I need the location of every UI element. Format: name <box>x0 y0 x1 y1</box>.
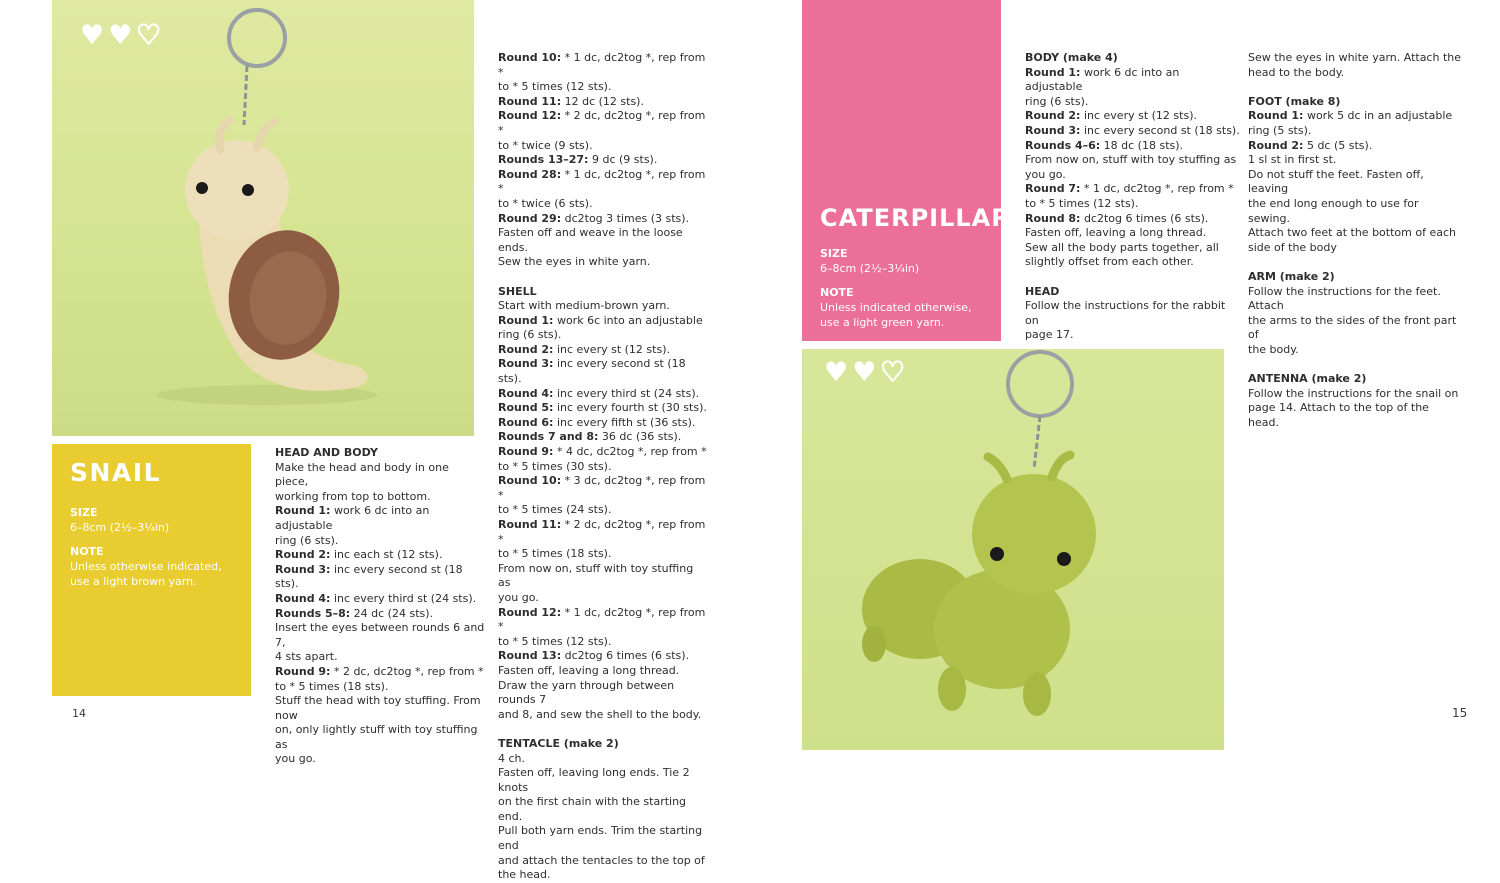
round-instruction <box>1025 139 1240 154</box>
round-label: Round 3: <box>275 562 331 576</box>
instruction-line: ring (5 sts). <box>1248 123 1312 137</box>
round-text: 5 dc (5 sts). <box>1303 138 1373 152</box>
instruction-line: on, only lightly stuff with toy stuffing as <box>275 723 478 751</box>
instruction-line: to * 5 times (18 sts). <box>275 679 389 693</box>
round-label: Round 1: <box>1248 109 1304 123</box>
instruction-line: you go. <box>1025 167 1066 181</box>
snail-size-label: SIZE <box>70 506 98 519</box>
spacer <box>1248 80 1463 95</box>
page-number-left: 14 <box>72 707 86 720</box>
instruction-line: head to the body. <box>1248 65 1345 79</box>
instruction-line: 4 sts apart. <box>275 650 338 664</box>
round-label: Round 3: <box>1025 123 1081 137</box>
instruction-line: to * 5 times (24 sts). <box>498 503 612 517</box>
round-label: Rounds 7 and 8: <box>498 430 599 444</box>
instruction-line: Insert the eyes between rounds 6 and 7, <box>275 621 485 649</box>
round-instruction <box>275 504 485 533</box>
round-instruction <box>275 607 485 622</box>
round-label: Round 9: <box>498 445 554 459</box>
round-instruction <box>498 518 708 547</box>
instruction-line: Make the head and body in one piece, <box>275 460 449 489</box>
round-label: Round 4: <box>275 591 331 605</box>
instruction-line: Attach two feet at the bottom of each <box>1248 226 1456 240</box>
round-text: * 1 dc, dc2tog *, rep from * <box>498 605 706 634</box>
round-instruction <box>1025 109 1240 124</box>
caterpillar-size-value: 6–8cm (2½–3¼in) <box>820 262 920 275</box>
round-text: * 2 dc, dc2tog *, rep from * <box>330 664 484 678</box>
instruction-line: Sew all the body parts together, all <box>1025 240 1219 254</box>
instruction-line: working from top to bottom. <box>275 489 431 503</box>
round-label: Round 1: <box>498 313 554 327</box>
round-label: Round 10: <box>498 51 562 64</box>
instruction-line: to * 5 times (12 sts). <box>1025 196 1139 210</box>
round-instruction <box>498 401 708 416</box>
snail-size-value: 6–8cm (2½–3¼in) <box>70 521 170 534</box>
round-text: inc every second st (18 sts). <box>275 562 463 591</box>
heart-filled-icon: ♥ <box>824 357 849 388</box>
instruction-line: Fasten off, leaving long ends. Tie 2 knots <box>498 766 690 794</box>
section-heading: TENTACLE (make 2) <box>498 736 619 750</box>
caterpillar-photo <box>802 349 1224 750</box>
instruction-line: to * twice (6 sts). <box>498 196 593 210</box>
round-text: * 1 dc, dc2tog *, rep from * <box>1080 182 1234 196</box>
round-instruction <box>498 153 708 168</box>
heart-filled-icon: ♥ <box>80 20 105 51</box>
caterpillar-title: CATERPILLAR <box>820 204 1011 232</box>
instruction-line: 4 ch. <box>498 751 526 765</box>
round-label: Rounds 4–6: <box>1025 138 1101 152</box>
instruction-line: the end long enough to use for sewing. <box>1248 196 1419 225</box>
round-instruction <box>1025 182 1240 197</box>
snail-illustration <box>52 0 474 436</box>
round-text: * 3 dc, dc2tog *, rep from * <box>498 474 706 502</box>
heart-outline-icon: ♥ <box>136 20 161 51</box>
snail-info-box <box>52 444 251 696</box>
instruction-line: to * 5 times (30 sts). <box>498 459 612 473</box>
snail-photo <box>52 0 474 436</box>
caterpillar-instructions-col2 <box>1248 51 1463 430</box>
instruction-line: page 17. <box>1025 328 1074 342</box>
instruction-line: to * twice (9 sts). <box>498 138 593 152</box>
round-label: Round 28: <box>498 167 562 181</box>
spacer <box>498 270 708 285</box>
round-label: Round 2: <box>1248 138 1304 152</box>
instruction-line: Do not stuff the feet. Fasten off, leaving <box>1248 167 1424 196</box>
round-label: Round 29: <box>498 211 562 225</box>
round-label: Round 7: <box>1025 182 1081 196</box>
section-heading: HEAD AND BODY <box>275 446 378 459</box>
instruction-line: Draw the yarn through between rounds 7 <box>498 678 675 707</box>
round-text: 36 dc (36 sts). <box>598 430 682 444</box>
snail-instructions-col1 <box>275 446 485 767</box>
instruction-line: Sew the eyes in white yarn. Attach the <box>1248 51 1462 64</box>
round-text: inc each st (12 sts). <box>330 548 443 562</box>
round-instruction <box>498 168 708 197</box>
section-heading: BODY (make 4) <box>1025 51 1118 64</box>
instruction-line: side of the body <box>1248 240 1337 254</box>
snail-note-label: NOTE <box>70 545 104 558</box>
instruction-line: on the first chain with the starting end. <box>498 795 687 823</box>
round-label: Round 3: <box>498 357 554 371</box>
instruction-line: Stuff the head with toy stuffing. From now <box>275 694 481 722</box>
round-text: * 2 dc, dc2tog *, rep from * <box>498 109 706 137</box>
round-instruction <box>498 606 708 635</box>
round-label: Round 5: <box>498 401 554 415</box>
round-instruction <box>498 649 708 664</box>
round-label: Round 6: <box>498 415 554 429</box>
round-text: work 6 dc into an adjustable <box>1025 65 1180 94</box>
round-text: dc2tog 6 times (6 sts). <box>1080 211 1209 225</box>
instruction-line: and 8, and sew the shell to the body. <box>498 707 702 721</box>
round-text: inc every fourth st (30 sts). <box>553 401 707 415</box>
spacer <box>1248 255 1463 270</box>
instruction-line: 1 sl st in first st. <box>1248 153 1337 167</box>
round-instruction <box>275 665 485 680</box>
instruction-line: Follow the instructions for the rabbit on <box>1025 299 1226 327</box>
round-label: Round 12: <box>498 605 562 619</box>
heart-filled-icon: ♥ <box>852 357 877 388</box>
round-label: Round 1: <box>275 504 331 518</box>
difficulty-rating <box>80 22 161 49</box>
round-text: 9 dc (9 sts). <box>588 153 658 167</box>
instruction-line: Fasten off, leaving a long thread. <box>1025 226 1207 240</box>
round-label: Round 4: <box>498 386 554 400</box>
round-text: work 5 dc in an adjustable <box>1303 109 1453 123</box>
round-instruction <box>498 387 708 402</box>
round-text: inc every second st (18 sts). <box>498 357 686 386</box>
round-text: * 1 dc, dc2tog *, rep from * <box>498 167 706 196</box>
instruction-line: ring (6 sts). <box>275 533 339 547</box>
instruction-line: Follow the instructions for the feet. Attach <box>1248 284 1441 313</box>
round-label: Rounds 13–27: <box>498 153 589 167</box>
round-instruction <box>498 51 708 80</box>
round-instruction <box>498 314 708 329</box>
section-heading: HEAD <box>1025 284 1060 298</box>
round-label: Round 11: <box>498 518 562 531</box>
round-label: Round 12: <box>498 109 562 123</box>
round-text: 18 dc (18 sts). <box>1100 138 1184 152</box>
snail-instructions-col2 <box>498 51 708 883</box>
round-instruction <box>498 357 708 386</box>
round-instruction <box>498 430 708 445</box>
round-label: Round 10: <box>498 474 562 488</box>
round-label: Round 2: <box>275 548 331 562</box>
round-label: Rounds 5–8: <box>275 606 351 620</box>
instruction-line: Fasten off, leaving a long thread. <box>498 663 680 677</box>
instruction-line: Start with medium-brown yarn. <box>498 299 670 313</box>
round-label: Round 1: <box>1025 65 1081 79</box>
round-text: * 4 dc, dc2tog *, rep from * <box>553 445 707 459</box>
round-text: work 6 dc into an adjustable <box>275 504 430 532</box>
caterpillar-note-text: Unless indicated otherwise, use a light green yarn. <box>820 301 972 329</box>
section-heading: ANTENNA (make 2) <box>1248 372 1367 386</box>
instruction-line: to * 5 times (12 sts). <box>498 634 612 648</box>
instruction-line: Pull both yarn ends. Trim the starting end <box>498 824 703 853</box>
round-label: Round 11: <box>498 94 562 108</box>
round-instruction <box>498 212 708 227</box>
round-instruction <box>498 109 708 138</box>
instruction-line: Follow the instructions for the snail on <box>1248 386 1459 400</box>
round-text: inc every second st (18 sts). <box>1080 123 1240 137</box>
instruction-line: page 14. Attach to the top of the head. <box>1248 401 1429 429</box>
instruction-line: and attach the tentacles to the top of <box>498 853 705 867</box>
round-text: 12 dc (12 sts). <box>561 94 644 108</box>
round-instruction <box>1248 139 1463 154</box>
page-number-right: 15 <box>1452 706 1468 720</box>
round-label: Round 2: <box>498 342 554 356</box>
round-label: Round 13: <box>498 649 562 663</box>
caterpillar-illustration <box>802 349 1224 750</box>
section-heading: ARM (make 2) <box>1248 269 1335 283</box>
instruction-line: slightly offset from each other. <box>1025 255 1194 269</box>
round-instruction <box>498 343 708 358</box>
round-text: dc2tog 6 times (6 sts). <box>561 649 690 663</box>
round-instruction <box>275 592 485 607</box>
instruction-line: the body. <box>1248 342 1299 356</box>
round-text: * 1 dc, dc2tog *, rep from * <box>498 51 706 79</box>
round-text: dc2tog 3 times (3 sts). <box>561 211 690 225</box>
round-text: inc every third st (24 sts). <box>553 386 700 400</box>
round-instruction <box>498 445 708 460</box>
snail-note-text: Unless otherwise indicated, use a light brown yarn. <box>70 560 222 588</box>
round-instruction <box>1025 124 1240 139</box>
instruction-line: From now on, stuff with toy stuffing as <box>498 561 694 590</box>
round-instruction <box>498 416 708 431</box>
caterpillar-note-label: NOTE <box>820 286 854 299</box>
round-label: Round 8: <box>1025 211 1081 225</box>
round-instruction <box>498 474 708 503</box>
round-text: 24 dc (24 sts). <box>350 606 434 620</box>
round-instruction <box>275 563 485 592</box>
snail-title: SNAIL <box>70 458 162 487</box>
spacer <box>1025 270 1240 285</box>
round-text: inc every fifth st (36 sts). <box>553 415 696 429</box>
section-heading: FOOT (make 8) <box>1248 94 1341 108</box>
round-instruction <box>1025 212 1240 227</box>
round-label: Round 2: <box>1025 109 1081 123</box>
round-text: * 2 dc, dc2tog *, rep from * <box>498 518 706 546</box>
difficulty-rating <box>824 359 905 386</box>
caterpillar-size-label: SIZE <box>820 247 848 260</box>
section-heading: SHELL <box>498 284 537 298</box>
round-instruction <box>1248 109 1463 124</box>
caterpillar-info-box <box>802 0 1011 341</box>
round-instruction <box>498 95 708 110</box>
heart-filled-icon: ♥ <box>108 20 133 51</box>
instruction-line: ring (6 sts). <box>498 328 562 342</box>
round-text: inc every third st (24 sts). <box>330 591 477 605</box>
instruction-line: From now on, stuff with toy stuffing as <box>1025 153 1237 167</box>
round-instruction <box>1025 66 1240 95</box>
round-text: work 6c into an adjustable <box>553 313 703 327</box>
spacer <box>1248 357 1463 372</box>
instruction-line: Fasten off and weave in the loose ends. <box>498 226 683 254</box>
instruction-line: you go. <box>498 590 539 604</box>
instruction-line: to * 5 times (12 sts). <box>498 80 612 94</box>
instruction-line: ring (6 sts). <box>1025 94 1089 108</box>
round-instruction <box>275 548 485 563</box>
round-text: inc every st (12 sts). <box>1080 109 1197 123</box>
instruction-line: the head. <box>498 868 551 882</box>
instruction-line: you go. <box>275 752 316 766</box>
instruction-line: the arms to the sides of the front part of <box>1248 313 1457 342</box>
round-label: Round 9: <box>275 664 331 678</box>
caterpillar-instructions-col1 <box>1025 51 1240 343</box>
instruction-line: Sew the eyes in white yarn. <box>498 255 651 269</box>
heart-outline-icon: ♥ <box>880 357 905 388</box>
instruction-line: to * 5 times (18 sts). <box>498 547 612 561</box>
spacer <box>498 722 708 737</box>
round-text: inc every st (12 sts). <box>553 342 670 356</box>
